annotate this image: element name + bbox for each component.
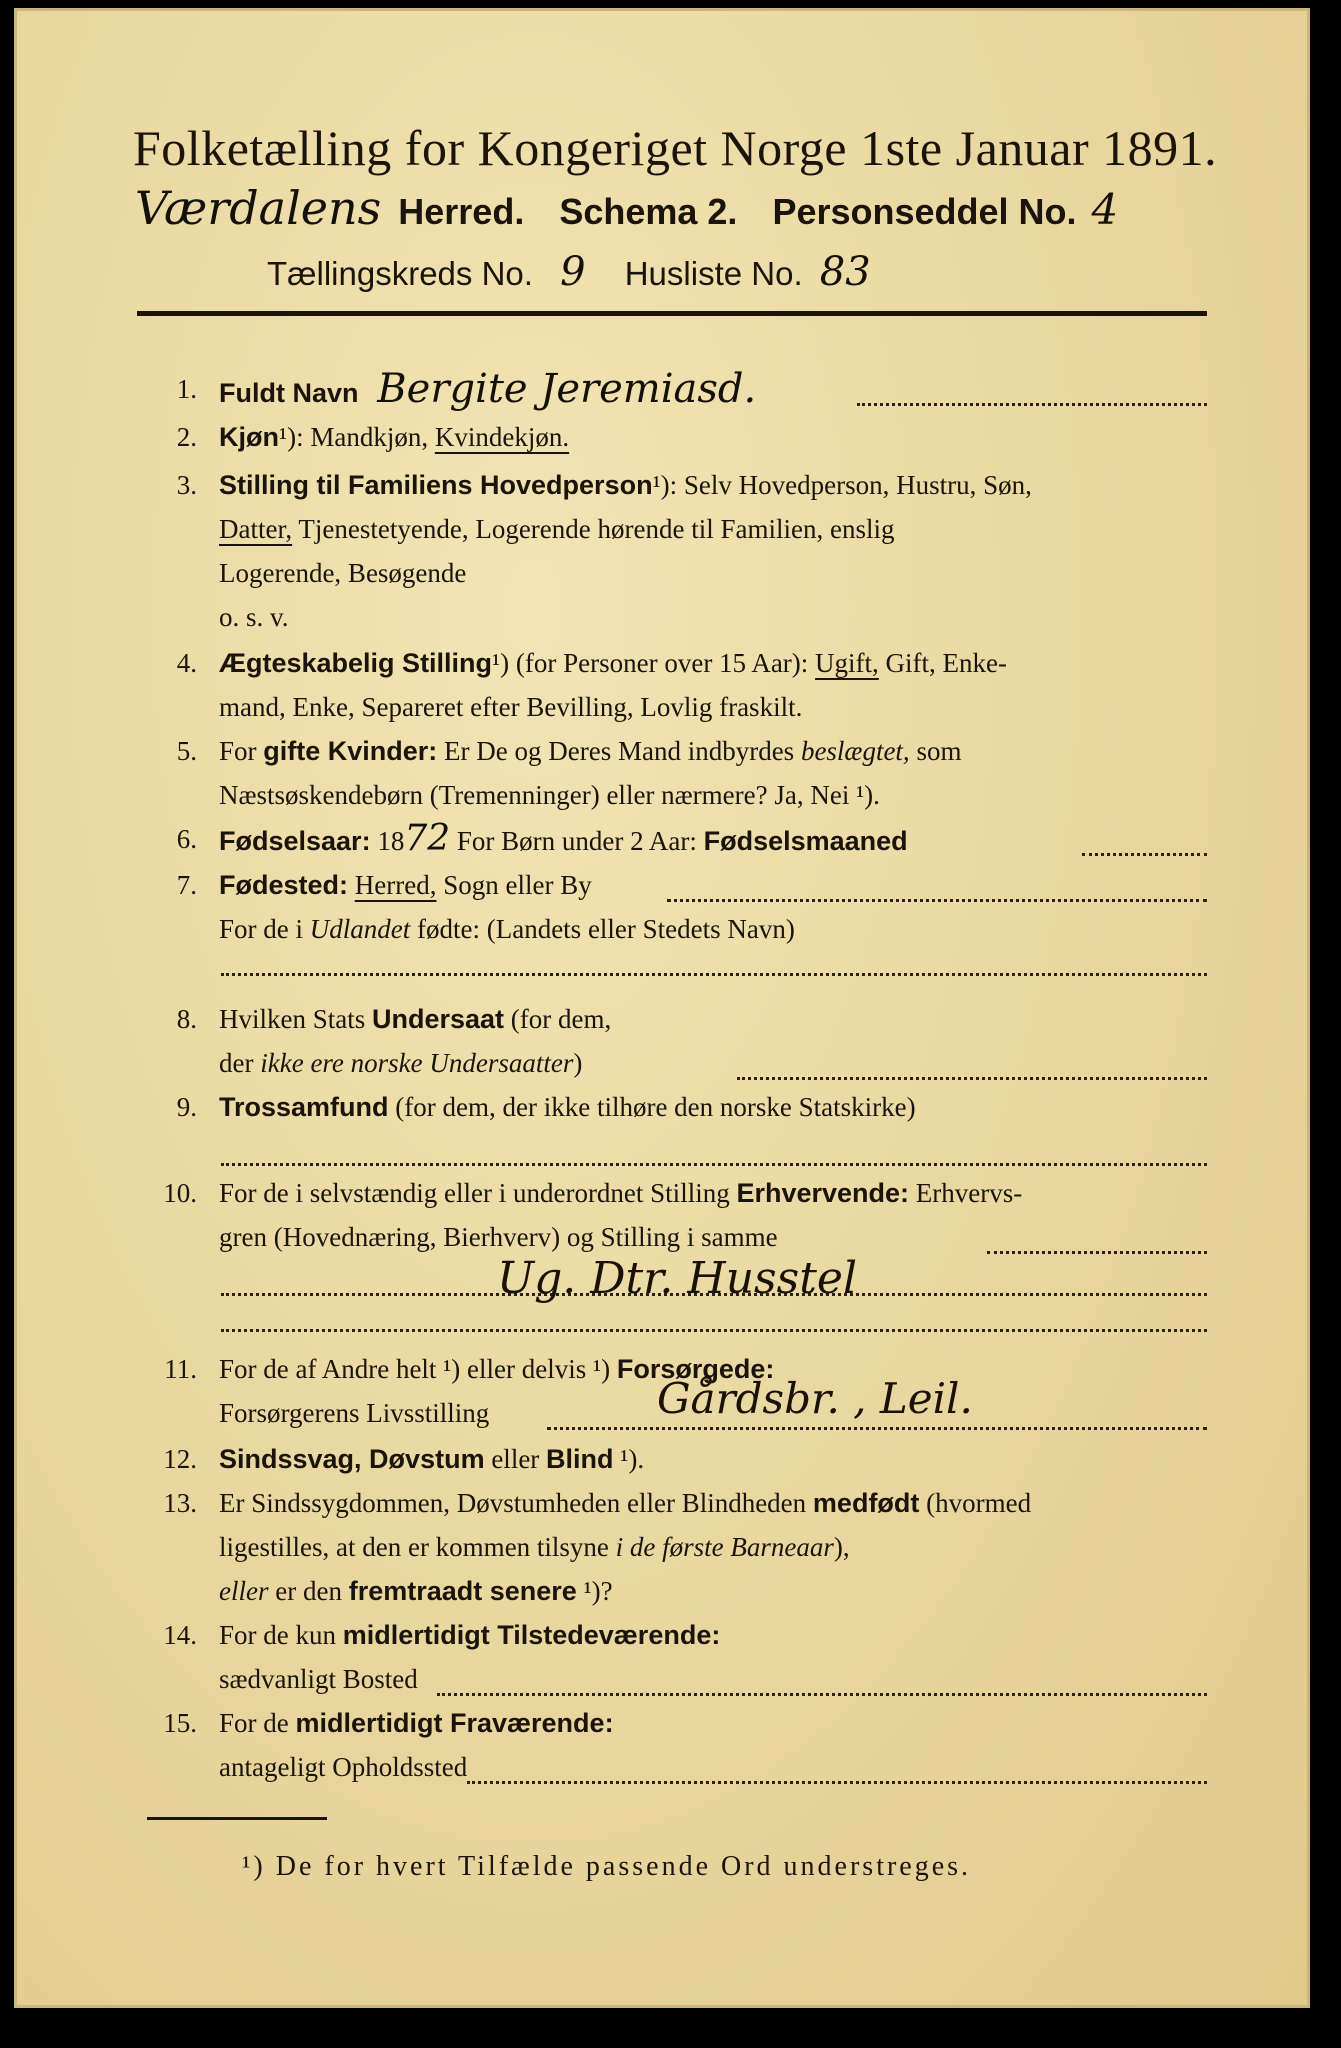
congenital-italic-2: eller — [219, 1576, 269, 1606]
subject-italic: ikke ere norske Undersaatter — [260, 1048, 574, 1078]
position-selected: Datter, — [219, 514, 293, 544]
fill-line — [737, 1077, 1207, 1080]
birthplace-selected: Herred, — [354, 870, 437, 900]
form-title: Folketælling for Kongeriget Norge 1ste Januar 1891. — [133, 120, 1218, 176]
married-pre: For — [219, 736, 264, 766]
item-number: 10. — [163, 1178, 197, 1208]
birth-year-value: 72 — [404, 818, 451, 859]
kreds-label: Tællingskreds No. — [267, 255, 533, 292]
congenital-text-3: er den — [268, 1576, 349, 1606]
birth-year-prefix: 18 — [370, 826, 405, 856]
occupation-text-2: gren (Hovednæring, Bierhverv) og Stilling i samme — [219, 1222, 778, 1252]
disability-text-2: ¹). — [613, 1444, 645, 1474]
position-options-4: o. s. v. — [219, 602, 289, 632]
disability-text: eller — [484, 1444, 547, 1474]
sex-label: Kjøn — [219, 422, 279, 452]
item-number: 14. — [163, 1620, 197, 1650]
item-4 — [137, 641, 1217, 731]
congenital-text-2b: ), — [833, 1532, 850, 1562]
item-number: 6. — [176, 824, 197, 854]
later-label: fremtraadt senere — [348, 1576, 577, 1606]
fill-line — [667, 899, 1207, 902]
congenital-text: Er Sindssygdommen, Døvstumheden eller Blindheden — [219, 1488, 813, 1518]
congenital-italic: i de første Barneaar — [615, 1532, 834, 1562]
marital-label: Ægteskabelig Stilling — [219, 648, 493, 678]
sex-selected: Kvindekjøn. — [434, 422, 570, 452]
married-text-2: Næstsøskendebørn (Tremenninger) eller nærmere? Ja, Nei ¹). — [219, 780, 880, 810]
congenital-text-3b: ¹)? — [576, 1576, 613, 1606]
abroad-text-2: fødte: (Landets eller Stedets Navn) — [410, 914, 795, 944]
probable-residence-label: antageligt Opholdssted — [219, 1752, 468, 1782]
marital-selected: Ugift, — [815, 648, 879, 678]
item-7 — [137, 863, 1217, 993]
item-14 — [137, 1613, 1217, 1703]
abroad-italic: Udlandet — [309, 914, 411, 944]
abroad-text: For de i — [219, 914, 310, 944]
footnote-rule — [147, 1817, 327, 1820]
item-9 — [137, 1085, 1217, 1175]
sex-options: ¹): Mandkjøn, — [279, 422, 435, 452]
subject-label: Undersaat — [372, 1004, 505, 1034]
herred-name-handwritten: Værdalens — [135, 181, 382, 235]
supported-label: Forsørgede: — [616, 1354, 775, 1384]
fill-line — [987, 1251, 1207, 1254]
religion-label: Trossamfund — [219, 1092, 389, 1122]
fill-line — [221, 1329, 1207, 1332]
census-form — [14, 8, 1310, 2008]
temp-absent-text: For de — [219, 1708, 296, 1738]
husliste-number: 83 — [819, 249, 871, 295]
birth-month-label: Fødselsmaaned — [703, 826, 908, 856]
disability-label: Sindssvag, Døvstum — [219, 1444, 485, 1474]
occupation-value: Ug. Dtr. Husstel — [497, 1253, 858, 1304]
married-text-b: som — [909, 736, 962, 766]
birth-month-text: For Børn under 2 Aar: — [450, 826, 704, 856]
temp-present-label: midlertidigt Tilstedeværende: — [342, 1620, 721, 1650]
marital-text: ¹) (for Personer over 15 Aar): — [492, 648, 816, 678]
header-line-kreds — [267, 249, 1167, 299]
congenital-text-b: (hvormed — [919, 1488, 1032, 1518]
item-number: 1. — [176, 374, 197, 404]
item-3 — [137, 463, 1217, 643]
schema-label: Schema 2. — [559, 191, 738, 232]
position-options-1: ¹): Selv Hovedperson, Hustru, Søn, — [652, 470, 1032, 500]
item-number: 7. — [176, 870, 197, 900]
supporter-value: Gårdsbr. , Leil. — [657, 1374, 973, 1423]
item-10 — [137, 1171, 1217, 1331]
item-11 — [137, 1347, 1217, 1437]
full-name-label: Fuldt Navn — [219, 378, 359, 408]
congenital-text-2: ligestilles, at den er kommen tilsyne — [219, 1532, 616, 1562]
temp-present-text: For de kun — [219, 1620, 343, 1650]
fill-line — [221, 973, 1207, 976]
item-8: 8. Hvilken Stats Undersaat (for dem, der ikke ere norske Undersaatter) — [137, 997, 1217, 1087]
occupation-pre: For de i selvstændig eller i underordnet Stilling — [219, 1178, 737, 1208]
subject-pre: Hvilken Stats — [219, 1004, 372, 1034]
item-number: 9. — [176, 1092, 197, 1122]
fill-line — [467, 1781, 1207, 1784]
fill-line — [857, 403, 1207, 406]
congenital-label: medfødt — [812, 1488, 920, 1518]
occupation-text: Erhvervs- — [909, 1178, 1023, 1208]
footnote: ¹) De for hvert Tilfælde passende Ord understreges. — [242, 1851, 972, 1882]
item-15 — [137, 1701, 1217, 1791]
item-5 — [137, 729, 1217, 819]
item-13 — [137, 1481, 1217, 1615]
fill-line — [437, 1693, 1207, 1696]
full-name-value: Bergite Jeremiasd. — [377, 366, 757, 412]
personseddel-number: 4 — [1091, 185, 1119, 234]
marital-text-b: Gift, Enke- — [878, 648, 1008, 678]
fill-line — [221, 1163, 1207, 1166]
subject-text-2: der — [219, 1048, 261, 1078]
supporter-label: Forsørgerens Livsstilling — [219, 1398, 490, 1428]
occupation-label: Erhvervende: — [736, 1178, 910, 1208]
married-italic: beslægtet, — [800, 736, 910, 766]
item-number: 2. — [176, 422, 197, 452]
subject-text: (for dem, — [504, 1004, 612, 1034]
blind-label: Blind — [546, 1444, 614, 1474]
position-label: Stilling til Familiens Hovedperson — [219, 470, 653, 500]
birth-year-label: Fødselsaar: — [219, 826, 371, 856]
header-rule — [137, 311, 1207, 316]
birthplace-label: Fødested: — [219, 870, 349, 900]
temp-absent-label: midlertidigt Fraværende: — [295, 1708, 614, 1738]
item-number: 12. — [163, 1444, 197, 1474]
item-number: 3. — [176, 470, 197, 500]
personseddel-label: Personseddel No. — [772, 191, 1077, 232]
husliste-label: Husliste No. — [624, 255, 803, 292]
item-number: 8. — [176, 1004, 197, 1034]
kreds-number: 9 — [560, 249, 586, 295]
married-text: Er De og Deres Mand indbyrdes — [437, 736, 801, 766]
married-women-label: gifte Kvinder: — [263, 736, 438, 766]
marital-options-2: mand, Enke, Separeret efter Bevilling, Lovlig fraskilt. — [219, 692, 803, 722]
item-number: 5. — [176, 736, 197, 766]
position-options-2: Tjenestetyende, Logerende hørende til Familien, enslig — [292, 514, 895, 544]
fill-line — [547, 1427, 1207, 1430]
herred-label: Herred. — [398, 191, 525, 232]
item-number: 4. — [176, 648, 197, 678]
item-number: 13. — [163, 1488, 197, 1518]
fill-line — [1082, 853, 1207, 856]
supported-text: For de af Andre helt ¹) eller delvis ¹) — [219, 1354, 617, 1384]
item-number: 11. — [164, 1354, 197, 1384]
birthplace-options: Sogn eller By — [436, 870, 592, 900]
item-number: 15. — [163, 1708, 197, 1738]
position-options-3: Logerende, Besøgende — [219, 558, 467, 588]
religion-text: (for dem, der ikke tilhøre den norske Statskirke) — [388, 1092, 916, 1122]
header-line-herred — [135, 181, 1255, 241]
usual-residence-label: sædvanligt Bosted — [219, 1664, 418, 1694]
